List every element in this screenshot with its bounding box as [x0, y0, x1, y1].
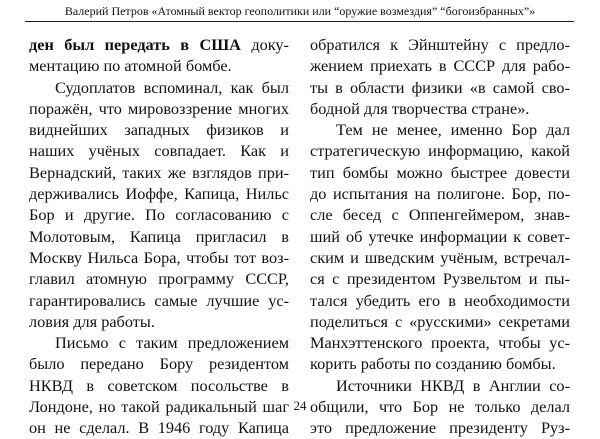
- text-line: ловия для работы.: [29, 311, 155, 331]
- text-line: он не сделал. В 1946 году Капица: [29, 418, 289, 438]
- text-line: это предложение президенту Руз-: [310, 418, 570, 438]
- text-line: бодной для творчества стране».: [310, 98, 530, 118]
- running-header: Валерий Петров «Атомный вектор геополитики или “оружие возмездия” “богоизбранных”»: [64, 4, 536, 18]
- paragraph-first-line: Судоплатов вспоминал, как был: [55, 77, 289, 97]
- paragraph-first-line: Источники НКВД в Англии со-: [336, 375, 570, 395]
- line-text: доку-: [240, 35, 289, 54]
- text-line: гарантировались самые лучшие ус-: [29, 290, 289, 310]
- text-line: Лондоне, но такой радикальный шаг: [29, 397, 289, 417]
- right-column: [310, 34, 570, 439]
- header-rule: [25, 21, 574, 22]
- text-line: тип бомбы можно быстрее довести: [310, 162, 570, 182]
- text-line: главил атомную программу СССР,: [29, 269, 289, 289]
- text-line: поражён, что мировоззрение многих: [29, 98, 289, 118]
- paragraph-first-line: Письмо с таким предложением: [55, 333, 289, 353]
- text-line: стратегическую информацию, какой: [310, 141, 570, 161]
- text-line: ты в области физики «в самой сво-: [310, 77, 570, 97]
- text-line: до испытания на полигоне. Бор, по-: [310, 184, 570, 204]
- bold-phrase: ден был передать в США: [29, 35, 241, 54]
- text-line: Молотовым, Капица пригласил в: [29, 226, 289, 246]
- text-line: наших учёных совпадает. Как и: [29, 141, 289, 161]
- text-line: ший об утечке информации к совет-: [310, 226, 570, 246]
- page-number: 24: [293, 398, 307, 413]
- text-line: Вернадский, таких же взглядов при-: [29, 162, 289, 182]
- text-line: жением приехать в СССР для рабо-: [310, 56, 570, 76]
- text-line: виднейших западных физиков и: [29, 120, 289, 140]
- paragraph-first-line: Тем не менее, именно Бор дал: [336, 120, 570, 140]
- text-line: Москву Нильса Бора, чтобы тот воз-: [29, 247, 289, 267]
- left-column: [29, 34, 289, 439]
- text-line: держивались Иоффе, Капица, Нильс: [29, 184, 289, 204]
- text-line: обратился к Эйнштейну с предло-: [310, 35, 570, 54]
- text-line: поделиться с «русскими» секретами: [310, 311, 570, 331]
- text-line: Бор и другие. По согласованию с: [29, 205, 289, 225]
- text-line: общили, что Бор не только делал: [310, 397, 570, 417]
- text-line: НКВД в советском посольстве в: [29, 375, 289, 395]
- text-line: тался убедить его в необходимости: [310, 290, 570, 310]
- text-line: было передано Бору резидентом: [29, 354, 289, 374]
- text-line: ментацию по атомной бомбе.: [29, 56, 232, 76]
- text-line: ским и шведским учёным, встречал-: [310, 247, 570, 267]
- text-line: ся с президентом Рузвельтом и пы-: [310, 269, 570, 289]
- text-line: [29, 34, 289, 55]
- text-line: корить работы по созданию бомбы.: [310, 354, 556, 374]
- text-line: Манхэттенского проекта, чтобы ус-: [310, 333, 570, 353]
- text-line: сле бесед с Оппенгеймером, знав-: [310, 205, 570, 225]
